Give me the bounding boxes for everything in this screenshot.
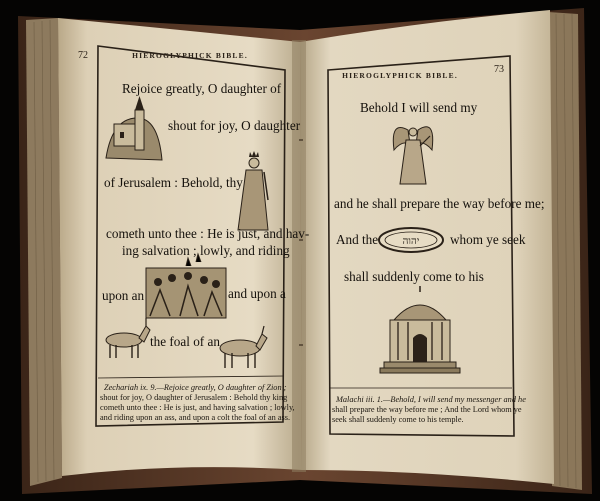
left-line-7: and upon a xyxy=(228,286,286,301)
right-line-1: Behold I will send my xyxy=(360,100,478,115)
left-line-1: Rejoice greatly, O daughter of xyxy=(122,81,282,96)
right-page-number: 73 xyxy=(494,64,504,75)
right-line-3: And the xyxy=(336,232,379,247)
eye-emblem xyxy=(379,228,443,252)
right-line-5: shall suddenly come to his xyxy=(344,269,484,284)
right-line-4: whom ye seek xyxy=(450,232,526,247)
left-line-3: of Jerusalem : Behold, thy xyxy=(104,175,243,190)
left-line-6: upon an xyxy=(102,288,145,303)
right-line-2: and he shall prepare the way before me; xyxy=(334,196,545,211)
left-footnote-2: shout for joy, O daughter of Jerusalem : Behold thy king xyxy=(100,393,288,402)
left-footnote-1: Zechariah ix. 9.—Rejoice greatly, O daughter of Zion ; xyxy=(104,383,287,392)
left-running-title: HIEROGLYPHICK BIBLE. xyxy=(132,51,248,60)
left-line-5: ing salvation ; lowly, and riding xyxy=(122,243,290,258)
divine-name-label: יהוה xyxy=(402,236,420,247)
right-footnote-3: seek shall suddenly come to his temple. xyxy=(332,415,464,424)
right-footnote-2: shall prepare the way before me ; And the Lord whom ye xyxy=(332,405,522,414)
left-footnote-4: and riding upon an ass, and upon a colt the foal of an ass. xyxy=(100,413,291,422)
left-line-8: the foal of an xyxy=(150,334,220,349)
left-line-2: shout for joy, O daughter xyxy=(168,118,301,133)
right-footnote-1: Malachi iii. 1.—Behold, I will send my messenger and he xyxy=(336,395,526,404)
left-line-4: cometh unto thee : He is just, and hav- xyxy=(106,226,310,241)
left-page-number: 72 xyxy=(78,50,88,61)
left-footnote-3: cometh unto thee : He is just, and having salvation ; lowly, xyxy=(100,403,295,412)
right-running-title: HIEROGLYPHICK BIBLE. xyxy=(342,71,458,80)
